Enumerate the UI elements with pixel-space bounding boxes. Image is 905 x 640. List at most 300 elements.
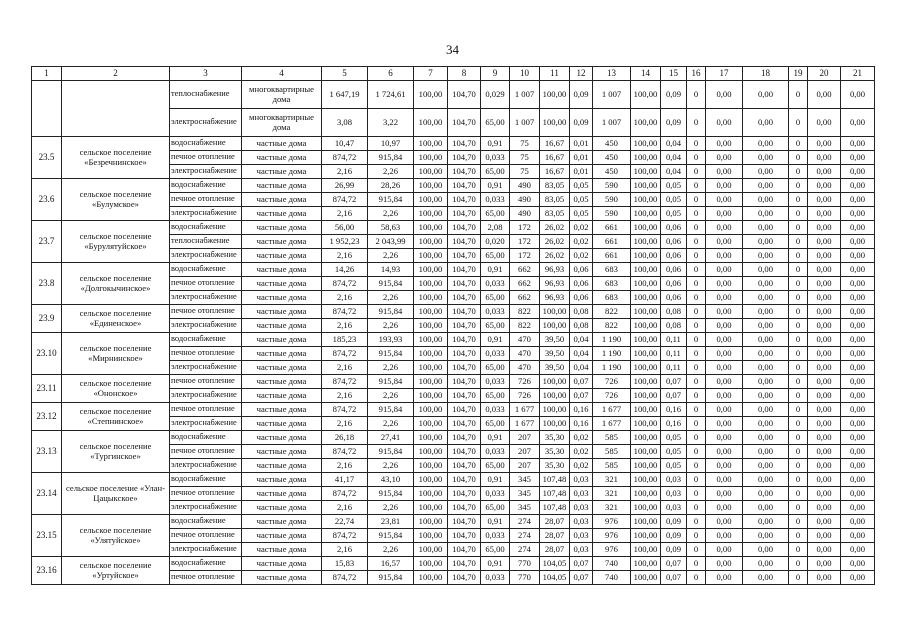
table-cell: 0 — [687, 319, 706, 333]
table-cell: 0,07 — [570, 389, 593, 403]
table-row — [32, 557, 875, 571]
table-cell: 0,00 — [706, 529, 743, 543]
table-cell: 0 — [687, 277, 706, 291]
table-cell: 590 — [593, 179, 631, 193]
table-cell: 0 — [789, 333, 808, 347]
table-cell: 0,06 — [661, 235, 687, 249]
service-type: водоснабжение — [170, 431, 242, 445]
housing-type: частные дома — [242, 515, 322, 529]
table-cell: 0,00 — [808, 179, 841, 193]
table-cell: 0,05 — [661, 193, 687, 207]
table-cell: 100,00 — [414, 543, 448, 557]
table-cell: 2,16 — [322, 249, 368, 263]
table-row — [32, 375, 875, 389]
header-cell: 6 — [368, 67, 414, 81]
table-cell: 0,00 — [706, 151, 743, 165]
housing-type: частные дома — [242, 263, 322, 277]
table-cell: 2,08 — [481, 221, 510, 235]
table-cell: 100,00 — [414, 151, 448, 165]
table-cell: 726 — [593, 389, 631, 403]
header-cell: 21 — [841, 67, 875, 81]
table-cell: 0,03 — [661, 487, 687, 501]
table-cell: 1 647,19 — [322, 81, 368, 109]
housing-type: частные дома — [242, 459, 322, 473]
table-cell: 0,00 — [706, 347, 743, 361]
table-cell: 0,11 — [661, 361, 687, 375]
table-cell: 0,033 — [481, 403, 510, 417]
table-cell: 100,00 — [631, 361, 661, 375]
table-cell: 0,06 — [570, 291, 593, 305]
table-cell: 0,033 — [481, 487, 510, 501]
table-cell: 65,00 — [481, 417, 510, 431]
table-cell: 0,00 — [841, 473, 875, 487]
table-cell: 0 — [789, 263, 808, 277]
table-cell: 0 — [687, 137, 706, 151]
table-cell: 0,00 — [743, 445, 789, 459]
table-cell: 0,00 — [743, 361, 789, 375]
table-cell: 0,00 — [808, 361, 841, 375]
table-cell: 104,70 — [448, 109, 481, 137]
table-cell: 0,00 — [706, 501, 743, 515]
table-cell: 100,00 — [631, 165, 661, 179]
table-cell: 0 — [789, 571, 808, 585]
table-cell: 107,48 — [540, 501, 570, 515]
service-type: теплоснабжение — [170, 81, 242, 109]
table-cell: 0 — [687, 81, 706, 109]
table-cell: 0,00 — [706, 333, 743, 347]
settlement-name — [62, 81, 170, 137]
table-cell: 0,00 — [841, 319, 875, 333]
table-cell: 104,70 — [448, 501, 481, 515]
table-cell: 2,16 — [322, 543, 368, 557]
table-cell: 3,22 — [368, 109, 414, 137]
table-cell: 100,00 — [631, 277, 661, 291]
table-cell: 0,033 — [481, 277, 510, 291]
table-cell: 104,05 — [540, 571, 570, 585]
table-cell: 0,00 — [743, 81, 789, 109]
row-number: 23.11 — [32, 375, 62, 403]
table-cell: 0,00 — [808, 473, 841, 487]
service-type: электроснабжение — [170, 109, 242, 137]
table-cell: 915,84 — [368, 347, 414, 361]
table-cell: 0 — [687, 249, 706, 263]
table-cell: 590 — [593, 207, 631, 221]
table-cell: 450 — [593, 151, 631, 165]
table-cell: 0,00 — [706, 543, 743, 557]
table-cell: 0,00 — [706, 179, 743, 193]
table-cell: 0,00 — [706, 473, 743, 487]
settlement-name: сельское поселение «Безречнинское» — [62, 137, 170, 179]
table-cell: 0,00 — [841, 207, 875, 221]
table-cell: 100,00 — [631, 459, 661, 473]
header-cell: 3 — [170, 67, 242, 81]
table-cell: 345 — [510, 487, 540, 501]
service-type: печное отопление — [170, 277, 242, 291]
table-cell: 0,033 — [481, 193, 510, 207]
table-cell: 0,029 — [481, 81, 510, 109]
table-cell: 0,00 — [706, 403, 743, 417]
table-cell: 100,00 — [631, 473, 661, 487]
table-cell: 0,00 — [743, 375, 789, 389]
table-cell: 0 — [789, 487, 808, 501]
table-cell: 10,47 — [322, 137, 368, 151]
table-cell: 0,00 — [743, 571, 789, 585]
table-cell: 100,00 — [414, 571, 448, 585]
table-cell: 0,09 — [661, 81, 687, 109]
table-cell: 0 — [687, 557, 706, 571]
table-cell: 0,00 — [743, 347, 789, 361]
table-cell: 0 — [687, 235, 706, 249]
table-cell: 104,70 — [448, 375, 481, 389]
table-cell: 0,91 — [481, 179, 510, 193]
housing-type: частные дома — [242, 179, 322, 193]
table-cell: 915,84 — [368, 305, 414, 319]
table-row — [32, 221, 875, 235]
table-cell: 662 — [510, 291, 540, 305]
table-cell: 0 — [789, 277, 808, 291]
table-cell: 0,033 — [481, 571, 510, 585]
table-cell: 2,26 — [368, 361, 414, 375]
table-cell: 96,93 — [540, 291, 570, 305]
table-cell: 104,70 — [448, 473, 481, 487]
table-cell: 100,00 — [540, 375, 570, 389]
table-cell: 75 — [510, 137, 540, 151]
housing-type: частные дома — [242, 347, 322, 361]
table-cell: 274 — [510, 529, 540, 543]
service-type: печное отопление — [170, 487, 242, 501]
table-cell: 0,00 — [743, 291, 789, 305]
table-cell: 0,07 — [570, 571, 593, 585]
header-cell: 18 — [743, 67, 789, 81]
table-cell: 0,06 — [661, 249, 687, 263]
table-cell: 0,00 — [743, 249, 789, 263]
table-cell: 104,70 — [448, 249, 481, 263]
table-row — [32, 431, 875, 445]
table-cell: 0 — [789, 137, 808, 151]
table-cell: 1 190 — [593, 361, 631, 375]
table-cell: 100,00 — [414, 109, 448, 137]
table-cell: 100,00 — [414, 389, 448, 403]
table-cell: 2,16 — [322, 165, 368, 179]
table-cell: 104,70 — [448, 81, 481, 109]
table-cell: 683 — [593, 263, 631, 277]
table-cell: 39,50 — [540, 347, 570, 361]
table-cell: 26,02 — [540, 249, 570, 263]
table-cell: 822 — [593, 319, 631, 333]
table-cell: 0 — [789, 389, 808, 403]
table-cell: 0,00 — [841, 557, 875, 571]
table-cell: 915,84 — [368, 193, 414, 207]
table-cell: 0,03 — [570, 473, 593, 487]
service-type: печное отопление — [170, 305, 242, 319]
table-cell: 661 — [593, 235, 631, 249]
table-cell: 0,00 — [706, 235, 743, 249]
table-cell: 2,16 — [322, 291, 368, 305]
table-cell: 2,16 — [322, 417, 368, 431]
table-cell: 0,00 — [706, 361, 743, 375]
service-type: теплоснабжение — [170, 235, 242, 249]
table-cell: 0,00 — [808, 389, 841, 403]
table-cell: 0,08 — [570, 319, 593, 333]
table-cell: 0,05 — [570, 207, 593, 221]
table-cell: 915,84 — [368, 277, 414, 291]
table-cell: 450 — [593, 165, 631, 179]
table-cell: 0 — [789, 431, 808, 445]
table-cell: 104,70 — [448, 193, 481, 207]
table-cell: 0,05 — [570, 193, 593, 207]
table-cell: 185,23 — [322, 333, 368, 347]
table-cell: 0,00 — [808, 319, 841, 333]
table-cell: 0,03 — [661, 501, 687, 515]
table-cell: 100,00 — [540, 417, 570, 431]
table-cell: 104,70 — [448, 487, 481, 501]
housing-type: частные дома — [242, 221, 322, 235]
table-cell: 100,00 — [414, 137, 448, 151]
table-cell: 100,00 — [414, 557, 448, 571]
table-cell: 0,00 — [841, 389, 875, 403]
table-cell: 16,67 — [540, 165, 570, 179]
header-cell: 17 — [706, 67, 743, 81]
table-cell: 0,00 — [808, 347, 841, 361]
table-cell: 0,00 — [706, 319, 743, 333]
table-cell: 22,74 — [322, 515, 368, 529]
service-type: печное отопление — [170, 571, 242, 585]
table-cell: 0,00 — [841, 249, 875, 263]
table-cell: 915,84 — [368, 403, 414, 417]
table-cell: 100,00 — [414, 459, 448, 473]
settlement-name: сельское поселение «Степнинское» — [62, 403, 170, 431]
service-type: водоснабжение — [170, 515, 242, 529]
header-cell: 16 — [687, 67, 706, 81]
page-number: 34 — [446, 42, 459, 57]
table-cell: 0 — [789, 151, 808, 165]
header-cell: 14 — [631, 67, 661, 81]
table-cell: 104,70 — [448, 151, 481, 165]
table-cell: 10,97 — [368, 137, 414, 151]
settlement-name: сельское поселение «Единенское» — [62, 305, 170, 333]
table-cell: 0,04 — [570, 347, 593, 361]
service-type: водоснабжение — [170, 221, 242, 235]
table-cell: 0 — [789, 235, 808, 249]
header-cell: 8 — [448, 67, 481, 81]
housing-type: частные дома — [242, 543, 322, 557]
header-cell: 13 — [593, 67, 631, 81]
header-cell: 1 — [32, 67, 62, 81]
table-cell: 915,84 — [368, 529, 414, 543]
table-cell: 0,05 — [661, 459, 687, 473]
table-cell: 100,00 — [631, 291, 661, 305]
table-cell: 0 — [687, 403, 706, 417]
table-cell: 0,91 — [481, 333, 510, 347]
housing-type: частные дома — [242, 319, 322, 333]
table-cell: 0,00 — [808, 249, 841, 263]
table-cell: 0,00 — [706, 109, 743, 137]
housing-type: многоквартирные дома — [242, 81, 322, 109]
table-cell: 0 — [789, 375, 808, 389]
table-cell: 58,63 — [368, 221, 414, 235]
table-cell: 1 007 — [510, 81, 540, 109]
table-cell: 976 — [593, 515, 631, 529]
table-cell: 100,00 — [631, 305, 661, 319]
table-cell: 0,00 — [841, 403, 875, 417]
table-cell: 193,93 — [368, 333, 414, 347]
header-cell: 15 — [661, 67, 687, 81]
housing-type: частные дома — [242, 235, 322, 249]
table-cell: 0,09 — [661, 515, 687, 529]
table-cell: 0,00 — [841, 235, 875, 249]
header-cell: 20 — [808, 67, 841, 81]
table-cell: 0 — [789, 249, 808, 263]
table-cell: 0 — [789, 515, 808, 529]
table-cell: 0,03 — [570, 543, 593, 557]
table-cell: 1 677 — [510, 417, 540, 431]
table-cell: 100,00 — [631, 529, 661, 543]
table-cell: 65,00 — [481, 249, 510, 263]
table-cell: 0,00 — [841, 375, 875, 389]
table-cell: 0 — [687, 473, 706, 487]
row-number: 23.7 — [32, 221, 62, 263]
table-cell: 65,00 — [481, 543, 510, 557]
table-cell: 0,00 — [808, 263, 841, 277]
table-cell: 0,00 — [841, 529, 875, 543]
table-cell: 35,30 — [540, 445, 570, 459]
table-cell: 874,72 — [322, 305, 368, 319]
table-cell: 1 007 — [593, 109, 631, 137]
table-cell: 0,06 — [661, 221, 687, 235]
table-cell: 0,00 — [808, 403, 841, 417]
table-cell: 75 — [510, 151, 540, 165]
row-number: 23.13 — [32, 431, 62, 473]
table-cell: 0,00 — [841, 137, 875, 151]
table-cell: 2,26 — [368, 389, 414, 403]
table-cell: 2,16 — [322, 207, 368, 221]
settlement-name: сельское поселение «Бурулятуйское» — [62, 221, 170, 263]
table-cell: 0,00 — [841, 165, 875, 179]
table-cell: 0,033 — [481, 305, 510, 319]
table-cell: 104,70 — [448, 417, 481, 431]
table-cell: 0,00 — [743, 403, 789, 417]
table-cell: 0 — [789, 529, 808, 543]
table-cell: 0,00 — [841, 277, 875, 291]
table-cell: 0,00 — [743, 529, 789, 543]
table-cell: 100,00 — [414, 431, 448, 445]
table-cell: 100,00 — [631, 417, 661, 431]
table-cell: 0 — [789, 81, 808, 109]
table-cell: 726 — [510, 375, 540, 389]
table-cell: 0,00 — [743, 431, 789, 445]
table-cell: 0,09 — [570, 109, 593, 137]
table-cell: 822 — [510, 319, 540, 333]
table-cell: 104,70 — [448, 571, 481, 585]
table-cell: 662 — [510, 277, 540, 291]
table-cell: 0,06 — [661, 263, 687, 277]
table-cell: 0 — [789, 221, 808, 235]
table-cell: 0 — [789, 319, 808, 333]
table-cell: 0,00 — [743, 515, 789, 529]
table-cell: 0,00 — [743, 333, 789, 347]
table-cell: 0,00 — [808, 109, 841, 137]
table-cell: 0,07 — [661, 375, 687, 389]
table-cell: 0 — [789, 403, 808, 417]
settlement-name: сельское поселение «Булумское» — [62, 179, 170, 221]
table-cell: 0,00 — [743, 221, 789, 235]
table-cell: 100,00 — [414, 445, 448, 459]
row-number: 23.14 — [32, 473, 62, 515]
table-cell: 0,00 — [841, 305, 875, 319]
table-cell: 0,01 — [570, 151, 593, 165]
housing-type: частные дома — [242, 277, 322, 291]
table-cell: 2,26 — [368, 291, 414, 305]
housing-type: частные дома — [242, 291, 322, 305]
row-number: 23.15 — [32, 515, 62, 557]
table-cell: 100,00 — [414, 417, 448, 431]
table-cell: 100,00 — [414, 249, 448, 263]
table-cell: 0,00 — [743, 459, 789, 473]
table-cell: 65,00 — [481, 291, 510, 305]
table-cell: 0,00 — [841, 543, 875, 557]
table-cell: 0,00 — [808, 487, 841, 501]
table-cell: 0,00 — [706, 375, 743, 389]
table-cell: 100,00 — [631, 557, 661, 571]
table-cell: 0,00 — [808, 151, 841, 165]
table-cell: 65,00 — [481, 207, 510, 221]
table-cell: 0 — [687, 263, 706, 277]
table-cell: 0,00 — [743, 109, 789, 137]
table-cell: 104,70 — [448, 431, 481, 445]
table-cell: 0,00 — [743, 179, 789, 193]
table-cell: 3,08 — [322, 109, 368, 137]
table-cell: 0,00 — [706, 431, 743, 445]
row-number: 23.6 — [32, 179, 62, 221]
table-cell: 0,07 — [661, 571, 687, 585]
table-cell: 104,70 — [448, 137, 481, 151]
table-cell: 56,00 — [322, 221, 368, 235]
table-cell: 0,00 — [841, 291, 875, 305]
service-type: электроснабжение — [170, 361, 242, 375]
table-cell: 172 — [510, 249, 540, 263]
table-cell: 0,02 — [570, 431, 593, 445]
table-cell: 0,00 — [808, 557, 841, 571]
header-cell: 10 — [510, 67, 540, 81]
table-cell: 874,72 — [322, 445, 368, 459]
table-cell: 0,00 — [706, 263, 743, 277]
table-cell: 0,00 — [808, 305, 841, 319]
table-cell: 0,02 — [570, 249, 593, 263]
table-cell: 0 — [789, 459, 808, 473]
table-cell: 0 — [687, 487, 706, 501]
table-cell: 490 — [510, 179, 540, 193]
table-cell: 100,00 — [631, 501, 661, 515]
table-cell: 0,00 — [743, 417, 789, 431]
table-cell: 14,26 — [322, 263, 368, 277]
table-cell: 0,03 — [661, 473, 687, 487]
table-cell: 104,70 — [448, 291, 481, 305]
settlement-name: сельское поселение «Ононское» — [62, 375, 170, 403]
header-cell: 5 — [322, 67, 368, 81]
table-cell: 0,00 — [841, 263, 875, 277]
table-cell: 65,00 — [481, 389, 510, 403]
table-cell: 28,26 — [368, 179, 414, 193]
table-cell: 0,91 — [481, 263, 510, 277]
table-cell: 585 — [593, 445, 631, 459]
table-cell: 0,16 — [661, 403, 687, 417]
table-cell: 0,08 — [661, 319, 687, 333]
table-cell: 104,70 — [448, 235, 481, 249]
table-cell: 100,00 — [414, 333, 448, 347]
table-cell: 0,00 — [706, 81, 743, 109]
table-cell: 15,83 — [322, 557, 368, 571]
table-cell: 107,48 — [540, 473, 570, 487]
